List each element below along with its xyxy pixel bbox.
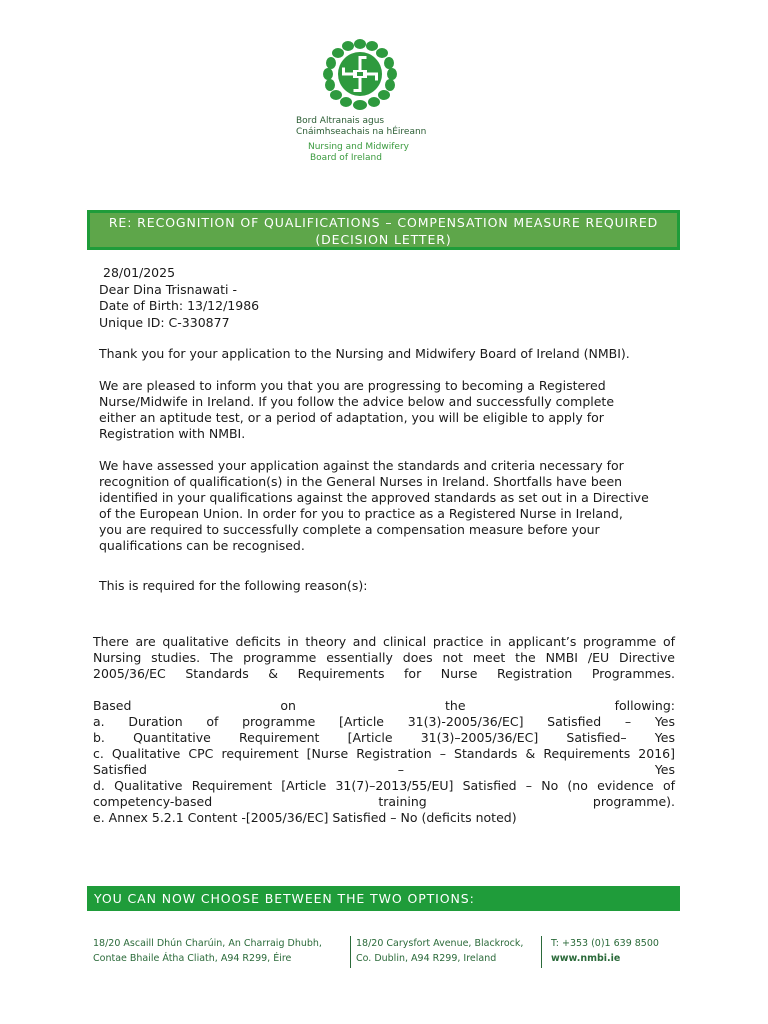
paragraph-line: Registration with NMBI.	[99, 426, 246, 441]
footer-address-irish	[93, 936, 322, 966]
criteria-heading: Based on the following:	[93, 698, 675, 713]
criteria-item-e: e. Annex 5.2.1 Content -[2005/36/EC] Satisfied – No (deficits noted)	[93, 810, 517, 825]
paragraph-line: of the European Union. In order for you to practice as a Registered Nurse in Ireland,	[99, 506, 623, 521]
letter-title-line2: (DECISION LETTER)	[315, 232, 452, 247]
criteria-item-d-cont: competency-based training programme).	[93, 794, 675, 809]
criteria-item-a: a. Duration of programme [Article 31(3)-2005/36/EC] Satisfied – Yes	[93, 714, 675, 729]
reason-line: There are qualitative deficits in theory and clinical practice in applicant’s programme of	[93, 634, 675, 649]
criteria-item-c: c. Qualitative CPC requirement [Nurse Registration – Standards & Requirements 2016]	[93, 746, 675, 761]
letter-title-line1: RE: RECOGNITION OF QUALIFICATIONS – COMPENSATION MEASURE REQUIRED	[108, 215, 659, 230]
org-name-irish	[290, 116, 430, 138]
salutation: Dear Dina Trisnawati -	[99, 281, 237, 297]
footer-irish-line2: Contae Bhaile Átha Cliath, A94 R299, Éire	[93, 953, 292, 964]
footer-irish-line1: 18/20 Ascaill Dhún Charúin, An Charraig Dhubh,	[93, 938, 322, 949]
org-name-english-line1: Nursing and Midwifery	[308, 142, 409, 152]
footer-contact	[551, 936, 659, 966]
paragraph-line: you are required to successfully complete a compensation measure before your	[99, 522, 600, 537]
paragraph-line: We have assessed your application against the standards and criteria necessary for	[99, 458, 624, 473]
reason-line: 2005/36/EC Standards & Requirements for Nurse Registration Programmes.	[93, 666, 675, 681]
paragraph-line: Nurse/Midwife in Ireland. If you follow the advice below and successfully complete	[99, 394, 615, 409]
letter-footer	[93, 936, 683, 970]
footer-divider	[350, 936, 351, 968]
footer-phone: T: +353 (0)1 639 8500	[551, 938, 659, 949]
paragraph-line: recognition of qualification(s) in the General Nurses in Ireland. Shortfalls have been	[99, 474, 623, 489]
org-name-english-line2: Board of Ireland	[310, 153, 382, 163]
reason-line: Nursing studies. The programme essentially does not meet the NMBI /EU Directive	[93, 650, 675, 665]
footer-website-link[interactable]: www.nmbi.ie	[551, 953, 621, 964]
unique-id: Unique ID: C-330877	[99, 314, 230, 330]
nmbi-logo	[290, 36, 430, 164]
paragraph-line: identified in your qualifications against the approved standards as set out in a Directive	[99, 490, 649, 505]
date-of-birth: Date of Birth: 13/12/1986	[99, 298, 260, 313]
paragraph-line: qualifications can be recognised.	[99, 538, 305, 553]
options-banner: YOU CAN NOW CHOOSE BETWEEN THE TWO OPTIONS:	[87, 886, 680, 911]
criteria-item-b: b. Quantitative Requirement [Article 31(3)–2005/36/EC] Satisfied– Yes	[93, 730, 675, 745]
org-name-english	[290, 142, 430, 164]
paragraph-thanks: Thank you for your application to the Nursing and Midwifery Board of Ireland (NMBI).	[99, 346, 630, 361]
footer-divider	[541, 936, 542, 968]
reasons-block	[93, 634, 675, 826]
footer-address-english	[356, 936, 523, 966]
footer-english-line1: 18/20 Carysfort Avenue, Blackrock,	[356, 938, 524, 949]
paragraph-assessment	[99, 458, 679, 554]
paragraph-line: We are pleased to inform you that you are progressing to becoming a Registered	[99, 378, 606, 393]
footer-english-line2: Co. Dublin, A94 R299, Ireland	[356, 953, 497, 964]
paragraph-progress	[99, 378, 679, 442]
paragraph-reasons-intro: This is required for the following reason(s):	[99, 578, 368, 593]
org-name-irish-line1: Bord Altranais agus	[296, 116, 385, 126]
letter-title-banner	[87, 210, 680, 250]
org-name-irish-line2: Cnáimhseachais na hÉireann	[296, 127, 427, 137]
criteria-item-d: d. Qualitative Requirement [Article 31(7)–2013/55/EU] Satisfied – No (no evidence of	[93, 778, 675, 793]
paragraph-line: either an aptitude test, or a period of adaptation, you will be eligible to apply for	[99, 410, 604, 425]
letter-date: 28/01/2025	[103, 265, 176, 280]
brigid-cross-emblem-icon	[320, 36, 400, 112]
criteria-item-c-result: Satisfied – Yes	[93, 762, 675, 777]
recipient-details	[99, 265, 259, 331]
